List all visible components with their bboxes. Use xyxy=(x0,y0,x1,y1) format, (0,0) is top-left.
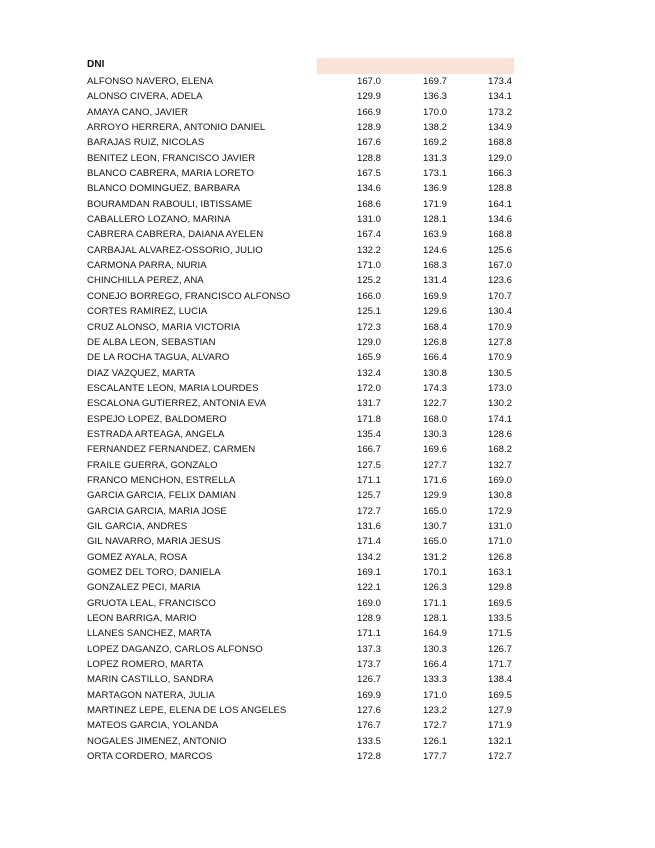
name-cell: ALONSO CIVERA, ADELA xyxy=(87,91,203,103)
table-row xyxy=(0,289,655,304)
value-cell-1: 171.1 xyxy=(356,474,381,486)
value-cell-3: 130.2 xyxy=(487,398,512,410)
table-row xyxy=(0,366,655,381)
value-cell-2: 169.2 xyxy=(422,137,447,149)
table-row xyxy=(0,672,655,687)
value-cell-2: 129.6 xyxy=(422,306,447,318)
table-row xyxy=(0,105,655,120)
name-cell: GIL GARCIA, ANDRES xyxy=(87,520,188,532)
value-cell-2: 170.0 xyxy=(422,106,447,118)
value-cell-2: 177.7 xyxy=(422,751,447,763)
table-row xyxy=(0,320,655,335)
table-row xyxy=(0,688,655,703)
value-cell-1: 167.4 xyxy=(356,229,381,241)
value-cell-1: 128.8 xyxy=(356,152,381,164)
value-cell-1: 126.7 xyxy=(356,674,381,686)
name-cell: GRUOTA LEAL, FRANCISCO xyxy=(87,597,216,609)
value-cell-3: 173.0 xyxy=(487,382,512,394)
value-cell-2: 171.1 xyxy=(422,597,447,609)
value-cell-1: 169.0 xyxy=(356,597,381,609)
value-cell-1: 135.4 xyxy=(356,428,381,440)
value-cell-1: 134.2 xyxy=(356,551,381,563)
value-cell-2: 171.6 xyxy=(422,474,447,486)
name-cell: GARCIA GARCIA, FELIX DAMIAN xyxy=(87,490,237,502)
value-cell-1: 125.7 xyxy=(356,490,381,502)
table-row xyxy=(0,626,655,641)
table-row xyxy=(0,258,655,273)
name-cell: BLANCO CABRERA, MARIA LORETO xyxy=(87,168,255,180)
table-row xyxy=(0,89,655,104)
value-cell-2: 129.9 xyxy=(422,490,447,502)
name-cell: ALFONSO NAVERO, ELENA xyxy=(87,76,214,87)
value-cell-2: 169.6 xyxy=(422,444,447,456)
value-cell-1: 125.1 xyxy=(356,306,381,318)
table-row xyxy=(0,734,655,749)
value-cell-3: 126.8 xyxy=(487,551,512,563)
value-cell-3: 123.6 xyxy=(487,275,512,287)
value-cell-3: 132.7 xyxy=(487,459,512,471)
value-cell-3: 125.6 xyxy=(487,244,512,256)
value-cell-1: 128.9 xyxy=(356,613,381,625)
table-row xyxy=(0,243,655,258)
name-cell: ESTRADA ARTEAGA, ANGELA xyxy=(87,428,225,440)
table-row xyxy=(0,151,655,166)
value-cell-2: 123.2 xyxy=(422,705,447,717)
value-cell-1: 129.9 xyxy=(356,91,381,103)
name-cell: FERNANDEZ FERNANDEZ, CARMEN xyxy=(87,444,256,456)
value-cell-1: 131.6 xyxy=(356,520,381,532)
table-row xyxy=(0,550,655,565)
table-row xyxy=(0,166,655,181)
value-cell-3: 130.4 xyxy=(487,306,512,318)
table-row xyxy=(0,565,655,580)
table-row xyxy=(0,749,655,764)
value-cell-2: 127.7 xyxy=(422,459,447,471)
value-cell-2: 171.9 xyxy=(422,198,447,210)
name-cell: CONEJO BORREGO, FRANCISCO ALFONSO xyxy=(87,290,291,302)
data-rows xyxy=(0,74,655,764)
table-row xyxy=(0,473,655,488)
table-row xyxy=(0,227,655,242)
value-cell-1: 132.4 xyxy=(356,367,381,379)
value-cell-3: 171.7 xyxy=(487,659,512,671)
value-cell-2: 130.7 xyxy=(422,520,447,532)
value-cell-3: 164.1 xyxy=(487,198,512,210)
value-cell-2: 130.3 xyxy=(422,428,447,440)
value-cell-1: 168.6 xyxy=(356,198,381,210)
name-cell: ORTA CORDERO, MARCOS xyxy=(87,751,213,763)
value-cell-1: 166.7 xyxy=(356,444,381,456)
value-cell-1: 131.0 xyxy=(356,214,381,226)
value-cell-1: 171.4 xyxy=(356,536,381,548)
name-cell: DE ALBA LEON, SEBASTIAN xyxy=(87,336,216,348)
value-cell-1: 172.3 xyxy=(356,321,381,333)
value-cell-1: 167.0 xyxy=(356,76,381,87)
table-row xyxy=(0,135,655,150)
name-cell: BARAJAS RUIZ, NICOLAS xyxy=(87,137,205,149)
table-row xyxy=(0,427,655,442)
name-cell: GOMEZ AYALA, ROSA xyxy=(87,551,188,563)
name-cell: GOMEZ DEL TORO, DANIELA xyxy=(87,567,221,578)
name-cell: MARTINEZ LEPE, ELENA DE LOS ANGELES xyxy=(87,705,287,717)
table-row xyxy=(0,611,655,626)
value-cell-2: 169.9 xyxy=(422,290,447,302)
value-cell-1: 171.1 xyxy=(356,628,381,640)
name-cell: MARTAGON NATERA, JULIA xyxy=(87,689,215,701)
name-cell: NOGALES JIMENEZ, ANTONIO xyxy=(87,735,227,747)
value-cell-1: 169.1 xyxy=(356,567,381,578)
value-cell-2: 169.7 xyxy=(422,76,447,87)
value-cell-3: 134.9 xyxy=(487,122,512,134)
value-cell-3: 138.4 xyxy=(487,674,512,686)
table-row xyxy=(0,596,655,611)
value-cell-2: 166.4 xyxy=(422,659,447,671)
name-cell: ESCALONA GUTIERREZ, ANTONIA EVA xyxy=(87,398,267,410)
table-row xyxy=(0,488,655,503)
value-cell-3: 163.1 xyxy=(487,567,512,578)
name-cell: CHINCHILLA PEREZ, ANA xyxy=(87,275,204,287)
header-dni-label: DNI xyxy=(87,59,105,70)
name-cell: CARMONA PARRA, NURIA xyxy=(87,260,207,272)
table-row xyxy=(0,74,655,89)
name-cell: MARIN CASTILLO, SANDRA xyxy=(87,674,214,686)
value-cell-3: 166.3 xyxy=(487,168,512,180)
value-cell-3: 173.4 xyxy=(487,76,512,87)
value-cell-2: 165.0 xyxy=(422,536,447,548)
value-cell-3: 134.1 xyxy=(487,91,512,103)
table-row xyxy=(0,197,655,212)
value-cell-2: 130.8 xyxy=(422,367,447,379)
value-cell-3: 126.7 xyxy=(487,643,512,655)
value-cell-1: 167.5 xyxy=(356,168,381,180)
table-row xyxy=(0,212,655,227)
table-row xyxy=(0,458,655,473)
value-cell-3: 171.9 xyxy=(487,720,512,732)
name-cell: GONZALEZ PECI, MARIA xyxy=(87,582,201,594)
value-cell-3: 130.5 xyxy=(487,367,512,379)
name-cell: CABRERA CABRERA, DAIANA AYELEN xyxy=(87,229,264,241)
name-cell: AMAYA CANO, JAVIER xyxy=(87,106,189,118)
value-cell-2: 168.4 xyxy=(422,321,447,333)
value-cell-1: 133.5 xyxy=(356,735,381,747)
name-cell: MATEOS GARCIA, YOLANDA xyxy=(87,720,219,732)
value-cell-1: 127.6 xyxy=(356,705,381,717)
value-cell-3: 173.2 xyxy=(487,106,512,118)
value-cell-1: 131.7 xyxy=(356,398,381,410)
value-cell-3: 128.6 xyxy=(487,428,512,440)
value-cell-3: 170.9 xyxy=(487,321,512,333)
value-cell-3: 132.1 xyxy=(487,735,512,747)
name-cell: GIL NAVARRO, MARIA JESUS xyxy=(87,536,221,548)
value-cell-3: 168.2 xyxy=(487,444,512,456)
value-cell-2: 170.1 xyxy=(422,567,447,578)
table-row xyxy=(0,718,655,733)
value-cell-1: 125.2 xyxy=(356,275,381,287)
value-cell-2: 168.0 xyxy=(422,413,447,425)
value-cell-2: 166.4 xyxy=(422,352,447,364)
value-cell-2: 128.1 xyxy=(422,214,447,226)
table-row xyxy=(0,580,655,595)
table-row xyxy=(0,442,655,457)
name-cell: LOPEZ DAGANZO, CARLOS ALFONSO xyxy=(87,643,263,655)
value-cell-1: 172.7 xyxy=(356,505,381,517)
value-cell-1: 127.5 xyxy=(356,459,381,471)
name-cell: BLANCO DOMINGUEZ, BARBARA xyxy=(87,183,241,195)
table-row xyxy=(0,642,655,657)
table-row xyxy=(0,504,655,519)
name-cell: DE LA ROCHA TAGUA, ALVARO xyxy=(87,352,230,364)
value-cell-1: 171.8 xyxy=(356,413,381,425)
value-cell-3: 134.6 xyxy=(487,214,512,226)
value-cell-3: 127.8 xyxy=(487,336,512,348)
value-cell-3: 170.9 xyxy=(487,352,512,364)
value-cell-2: 164.9 xyxy=(422,628,447,640)
table-row xyxy=(0,396,655,411)
name-cell: CABALLERO LOZANO, MARINA xyxy=(87,214,231,226)
value-cell-1: 132.2 xyxy=(356,244,381,256)
name-cell: FRAILE GUERRA, GONZALO xyxy=(87,459,218,471)
value-cell-2: 124.6 xyxy=(422,244,447,256)
value-cell-2: 131.4 xyxy=(422,275,447,287)
value-cell-1: 128.9 xyxy=(356,122,381,134)
name-cell: ESPEJO LOPEZ, BALDOMERO xyxy=(87,413,227,425)
value-cell-1: 137.3 xyxy=(356,643,381,655)
value-cell-2: 131.2 xyxy=(422,551,447,563)
value-cell-3: 171.5 xyxy=(487,628,512,640)
value-cell-1: 172.8 xyxy=(356,751,381,763)
name-cell: CORTES RAMIREZ, LUCIA xyxy=(87,306,208,318)
name-cell: GARCIA GARCIA, MARIA JOSE xyxy=(87,505,227,517)
value-cell-1: 166.0 xyxy=(356,290,381,302)
value-cell-2: 173.1 xyxy=(422,168,447,180)
value-cell-1: 129.0 xyxy=(356,336,381,348)
header-highlight-cells xyxy=(317,58,514,74)
value-cell-2: 133.3 xyxy=(422,674,447,686)
table-row xyxy=(0,412,655,427)
value-cell-3: 172.9 xyxy=(487,505,512,517)
table-row xyxy=(0,335,655,350)
value-cell-2: 130.3 xyxy=(422,643,447,655)
name-cell: LEON BARRIGA, MARIO xyxy=(87,613,197,625)
value-cell-1: 134.6 xyxy=(356,183,381,195)
value-cell-3: 168.8 xyxy=(487,229,512,241)
table-row xyxy=(0,519,655,534)
table-row xyxy=(0,273,655,288)
value-cell-2: 126.8 xyxy=(422,336,447,348)
value-cell-2: 171.0 xyxy=(422,689,447,701)
name-cell: CRUZ ALONSO, MARIA VICTORIA xyxy=(87,321,241,333)
value-cell-3: 127.9 xyxy=(487,705,512,717)
value-cell-2: 128.1 xyxy=(422,613,447,625)
value-cell-3: 129.8 xyxy=(487,582,512,594)
value-cell-2: 165.0 xyxy=(422,505,447,517)
value-cell-3: 169.5 xyxy=(487,689,512,701)
table-row xyxy=(0,381,655,396)
value-cell-3: 130.8 xyxy=(487,490,512,502)
value-cell-3: 174.1 xyxy=(487,413,512,425)
value-cell-3: 168.8 xyxy=(487,137,512,149)
name-cell: LOPEZ ROMERO, MARTA xyxy=(87,659,204,671)
value-cell-2: 168.3 xyxy=(422,260,447,272)
value-cell-1: 176.7 xyxy=(356,720,381,732)
table-row xyxy=(0,703,655,718)
name-cell: BOURAMDAN RABOULI, IBTISSAME xyxy=(87,198,253,210)
value-cell-1: 166.9 xyxy=(356,106,381,118)
table-row xyxy=(0,534,655,549)
value-cell-3: 129.0 xyxy=(487,152,512,164)
value-cell-3: 169.5 xyxy=(487,597,512,609)
value-cell-1: 167.6 xyxy=(356,137,381,149)
value-cell-2: 126.3 xyxy=(422,582,447,594)
value-cell-2: 131.3 xyxy=(422,152,447,164)
value-cell-2: 136.3 xyxy=(422,91,447,103)
value-cell-3: 170.7 xyxy=(487,290,512,302)
header-row xyxy=(0,58,655,74)
table-row xyxy=(0,181,655,196)
name-cell: ARROYO HERRERA, ANTONIO DANIEL xyxy=(87,122,266,134)
value-cell-2: 172.7 xyxy=(422,720,447,732)
value-cell-2: 174.3 xyxy=(422,382,447,394)
value-cell-1: 172.0 xyxy=(356,382,381,394)
name-cell: LLANES SANCHEZ, MARTA xyxy=(87,628,212,640)
value-cell-3: 171.0 xyxy=(487,536,512,548)
value-cell-2: 122.7 xyxy=(422,398,447,410)
name-cell: CARBAJAL ALVAREZ-OSSORIO, JULIO xyxy=(87,244,263,256)
name-cell: ESCALANTE LEON, MARIA LOURDES xyxy=(87,382,259,394)
value-cell-3: 128.8 xyxy=(487,183,512,195)
value-cell-1: 171.0 xyxy=(356,260,381,272)
value-cell-2: 163.9 xyxy=(422,229,447,241)
value-cell-1: 173.7 xyxy=(356,659,381,671)
value-cell-3: 167.0 xyxy=(487,260,512,272)
value-cell-3: 169.0 xyxy=(487,474,512,486)
value-cell-3: 133.5 xyxy=(487,613,512,625)
value-cell-1: 165.9 xyxy=(356,352,381,364)
name-cell: BENITEZ LEON, FRANCISCO JAVIER xyxy=(87,152,256,164)
name-cell: FRANCO MENCHON, ESTRELLA xyxy=(87,474,236,486)
value-cell-2: 138.2 xyxy=(422,122,447,134)
table-row xyxy=(0,657,655,672)
value-cell-1: 169.9 xyxy=(356,689,381,701)
table-row xyxy=(0,350,655,365)
value-cell-3: 172.7 xyxy=(487,751,512,763)
table-row xyxy=(0,120,655,135)
table-row xyxy=(0,304,655,319)
value-cell-3: 131.0 xyxy=(487,520,512,532)
value-cell-1: 122.1 xyxy=(356,582,381,594)
name-cell: DIAZ VAZQUEZ, MARTA xyxy=(87,367,196,379)
value-cell-2: 126.1 xyxy=(422,735,447,747)
value-cell-2: 136.9 xyxy=(422,183,447,195)
